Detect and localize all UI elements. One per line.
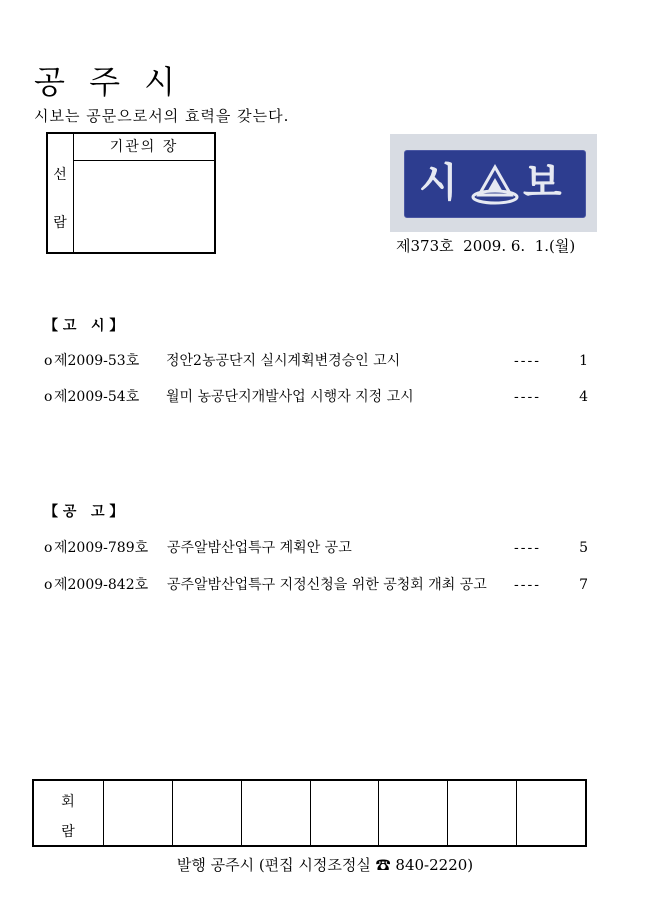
city-title: 공 주 시: [34, 63, 183, 101]
review-box: [46, 132, 216, 254]
entry-leader: ----: [514, 540, 541, 556]
entry-number: 제2009-789호: [54, 540, 149, 556]
entry-title: 정안2농공단지 실시계획변경승인 고시: [166, 353, 401, 369]
entry-number: 제2009-54호: [54, 389, 140, 405]
entry-number: 제2009-842호: [54, 577, 149, 593]
entry-title: 월미 농공단지개발사업 시행자 지정 고시: [166, 389, 414, 405]
circulation-cell[interactable]: [517, 781, 585, 845]
entry-page: 5: [579, 540, 588, 556]
section-label-announcement: 【 공 고 】: [44, 504, 124, 520]
publisher-line: 발행 공주시 (편집 시정조정실 ☎ 840-2220): [176, 856, 474, 874]
gongju-emblem-icon: [471, 161, 519, 207]
review-heading: 기관의 장: [74, 134, 214, 161]
bullet-icon: o: [44, 353, 53, 369]
list-item[interactable]: [44, 575, 588, 595]
logo-right-char: 보: [523, 160, 562, 206]
list-item[interactable]: [44, 387, 588, 407]
entry-page: 4: [579, 389, 588, 405]
circulation-label-bottom: 람: [61, 824, 75, 840]
issue-number-date: 제373호 2009. 6. 1.(월): [396, 237, 576, 255]
section-label-notice: 【 고 시 】: [44, 318, 124, 334]
circulation-table: [32, 779, 587, 847]
list-item[interactable]: [44, 538, 588, 558]
circulation-cell[interactable]: [379, 781, 448, 845]
entry-page: 1: [579, 353, 588, 369]
logo-left-char: 시: [419, 160, 458, 206]
entry-leader: ----: [514, 353, 541, 369]
entry-title: 공주알밤산업특구 계획안 공고: [167, 540, 352, 556]
circulation-cell[interactable]: [311, 781, 380, 845]
bullet-icon: o: [44, 577, 53, 593]
review-side-bottom: 람: [53, 215, 67, 231]
logo-panel: [404, 150, 586, 218]
circulation-cell[interactable]: [242, 781, 311, 845]
circulation-label-top: 회: [61, 794, 75, 810]
review-side-label: [48, 134, 74, 252]
circulation-label: [34, 781, 104, 845]
entry-title: 공주알밤산업특구 지정신청을 위한 공청회 개최 공고: [167, 577, 487, 593]
entry-page: 7: [579, 577, 588, 593]
entry-leader: ----: [514, 389, 541, 405]
entry-number: 제2009-53호: [54, 353, 140, 369]
bullet-icon: o: [44, 389, 53, 405]
subtitle: 시보는 공문으로서의 효력을 갖는다.: [34, 107, 290, 125]
entry-leader: ----: [514, 577, 541, 593]
circulation-cell[interactable]: [448, 781, 517, 845]
circulation-cell[interactable]: [104, 781, 173, 845]
bullet-icon: o: [44, 540, 53, 556]
review-side-top: 선: [53, 167, 67, 183]
circulation-cell[interactable]: [173, 781, 242, 845]
list-item[interactable]: [44, 351, 588, 371]
sibo-logo: [390, 134, 597, 232]
